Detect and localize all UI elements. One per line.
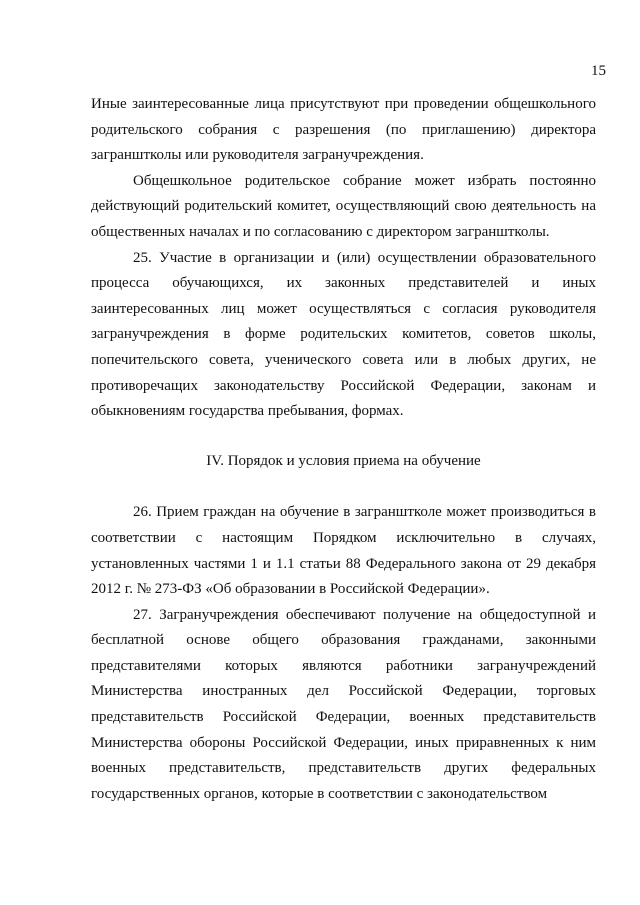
document-body bbox=[91, 92, 596, 807]
paragraph-other-persons: Иные заинтересованные лица присутствуют при проведении общешкольного родительского собрания с разрешения (по приглашению) директора загранштколы или руководителя загранучреждения. bbox=[91, 96, 596, 164]
paragraph-item-26: 26. Прием граждан на обучение в загранштколе может производиться в соответствии с настоящим Порядком исключительно в случаях, установленных частями 1 и 1.1 статьи 88 Федерального закона от 29 декабря 2012 г. № 273-ФЗ «Об образовании в Российской Федерации». bbox=[91, 504, 596, 598]
paragraph-parent-committee: Общешкольное родительское собрание может избрать постоянно действующий родительский комитет, осуществляющий свою деятельность на общественных началах и по согласованию с директором загранштколы. bbox=[91, 172, 596, 240]
paragraph-item-25: 25. Участие в организации и (или) осуществлении образовательного процесса обучающихся, их законных представителей и иных заинтересованных лиц может осуществляться с согласия руководителя загранучреждения в форме родительских комитетов, советов школы, попечительского совета, ученического совета или в любых других, не противоречащих законодательству Российской Федерации, законам и обыкновениям государства пребывания, формах. bbox=[91, 249, 596, 420]
paragraph-item-27: 27. Загранучреждения обеспечивают получение на общедоступной и бесплатной основе общего образования гражданами, законными представителями которых являются работники загранучреждений Министерства иностранных дел Российской Федерации, торговых представительств Российской Федерации, военных представительств Министерства обороны Российской Федерации, иных приравненных к ним военных представительств, представительств других федеральных государственных органов, которые в соответствии с законодательством bbox=[91, 606, 596, 802]
page-number: 15 bbox=[591, 63, 606, 79]
section-heading: IV. Порядок и условия приема на обучение bbox=[206, 452, 481, 469]
